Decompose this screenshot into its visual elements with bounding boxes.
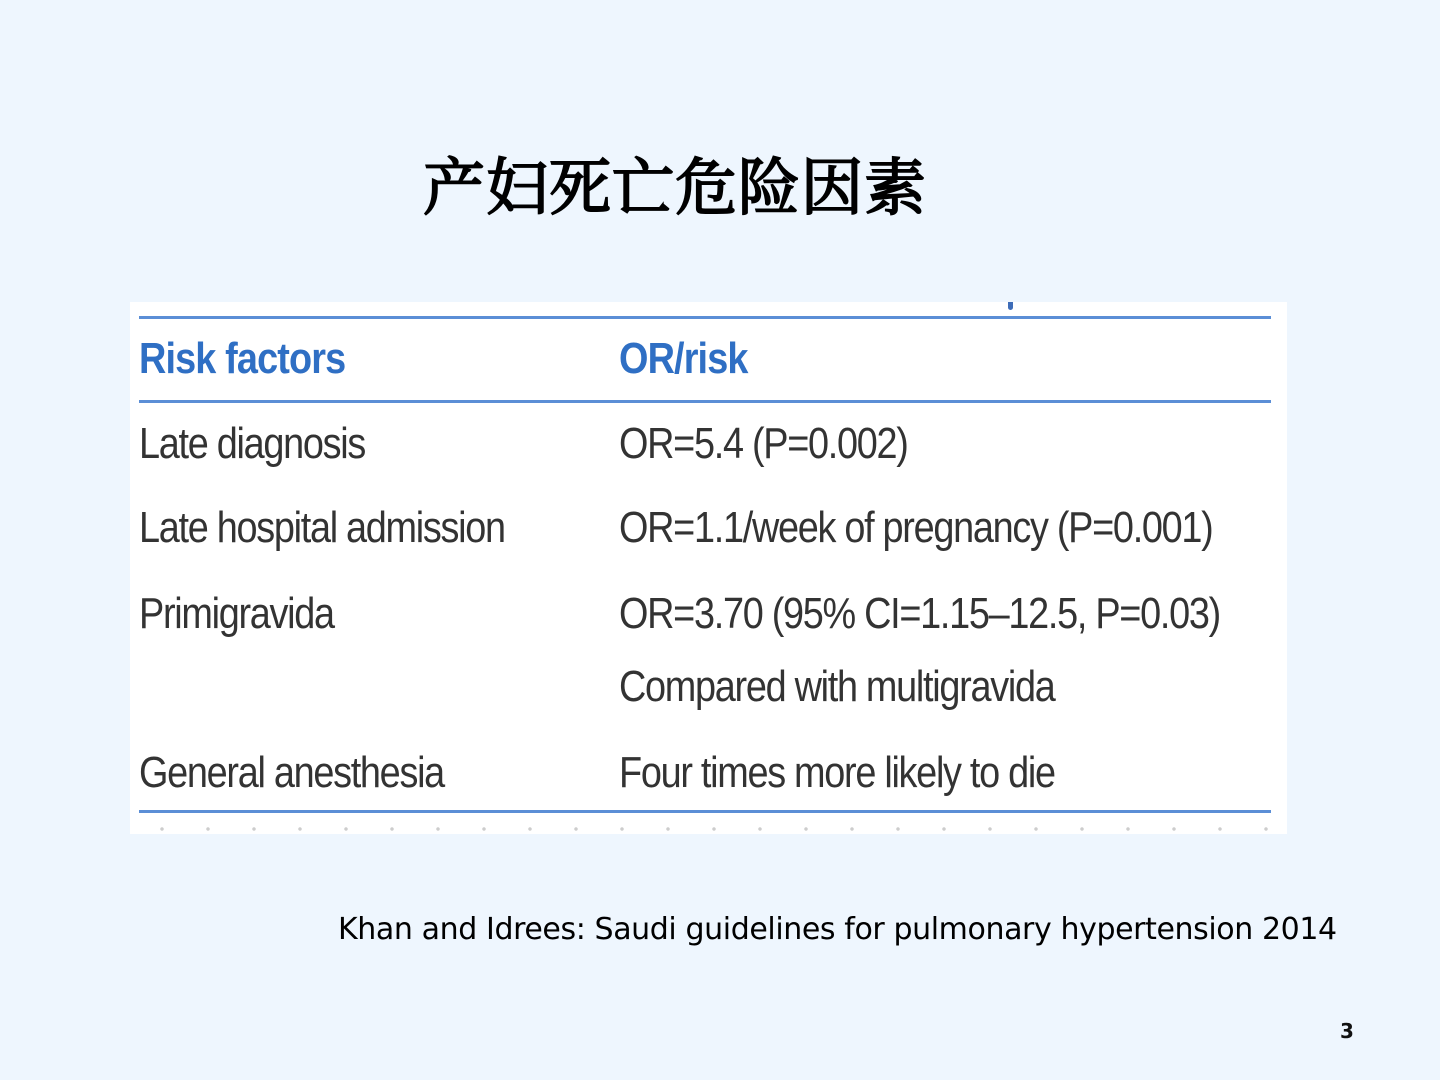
- slide-title: 产妇死亡危险因素: [422, 151, 927, 224]
- citation: Khan and Idrees: Saudi guidelines for pulmonary hypertension 2014: [338, 912, 1337, 947]
- page-number: 3: [1340, 1019, 1354, 1043]
- table-bottom-rule: [139, 810, 1271, 813]
- table-header-rule: [139, 400, 1271, 403]
- header-or-risk: OR/risk: [619, 334, 748, 383]
- cropped-mark: [1008, 302, 1013, 310]
- row-factor-cell: General anesthesia: [139, 748, 444, 797]
- row-risk-cell: Four times more likely to die: [619, 748, 1055, 797]
- row-risk-cell: OR=1.1/week of pregnancy (P=0.001): [619, 503, 1213, 552]
- row-risk-cell-continued: Compared with multigravida: [619, 662, 1055, 711]
- risk-factors-table: [130, 302, 1287, 834]
- cropped-footnote-line: [139, 824, 1271, 834]
- row-risk-cell: OR=3.70 (95% CI=1.15–12.5, P=0.03): [619, 589, 1220, 638]
- row-risk-cell: OR=5.4 (P=0.002): [619, 419, 908, 468]
- table-top-rule: [139, 316, 1271, 319]
- row-factor-cell: Primigravida: [139, 589, 334, 638]
- row-factor-cell: Late diagnosis: [139, 419, 365, 468]
- row-factor-cell: Late hospital admission: [139, 503, 505, 552]
- header-risk-factors: Risk factors: [139, 334, 346, 383]
